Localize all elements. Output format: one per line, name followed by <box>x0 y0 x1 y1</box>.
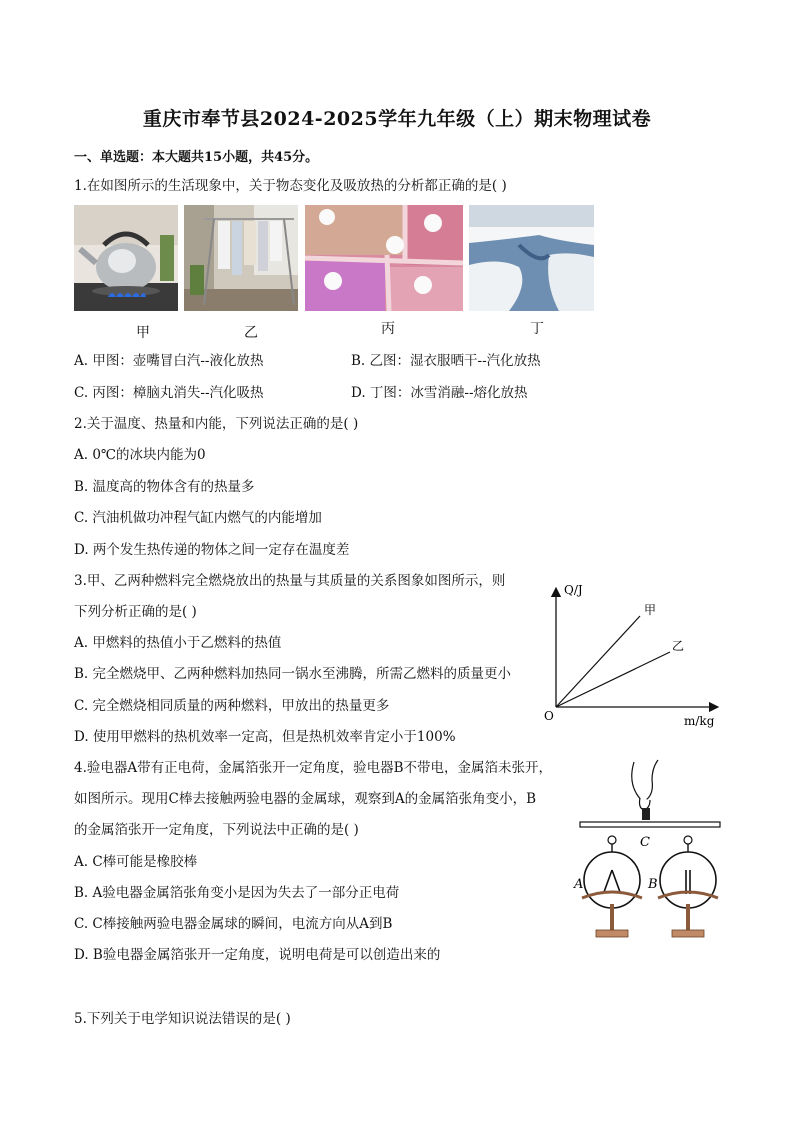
label-b: B <box>648 877 658 892</box>
graph-label-jia: 甲 <box>644 603 657 617</box>
melting-ice-photo <box>469 205 594 311</box>
q2-option-b: B. 温度高的物体含有的热量多 <box>74 479 255 495</box>
q3-option-b: B. 完全燃烧甲、乙两种燃料加热同一锅水至沸腾，所需乙燃料的质量更小 <box>74 666 512 682</box>
q3-stem-line1: 3.甲、乙两种燃料完全燃烧放出的热量与其质量的关系图象如图所示，则 <box>74 573 506 589</box>
q4-option-d: D. B验电器金属箔张开一定角度，说明电荷是可以创造出来的 <box>74 947 441 963</box>
page-title: 重庆市奉节县2024-2025学年九年级（上）期末物理试卷 <box>142 108 652 130</box>
graph-ylabel: Q/J <box>564 583 583 597</box>
q2-option-c: C. 汽油机做功冲程气缸内燃气的内能增加 <box>74 510 322 526</box>
graph-origin: O <box>544 709 554 723</box>
q4-stem-line2: 如图所示。现用C棒去接触两验电器的金属球，观察到A的金属箔张角变小，B <box>74 791 536 807</box>
hand-icon <box>632 760 658 801</box>
clothes-drying-photo <box>184 205 298 311</box>
q4-stem-line3: 的金属箔张开一定角度，下列说法中正确的是( ) <box>74 822 359 838</box>
q3-option-d: D. 使用甲燃料的热机效率一定高，但是热机效率肯定小于100% <box>74 729 456 745</box>
caption-ding: 丁 <box>530 321 544 337</box>
graph-xlabel: m/kg <box>684 714 715 728</box>
q1-option-a: A. 甲图：壶嘴冒白汽--液化放热 <box>74 353 264 369</box>
label-c: C <box>640 835 650 850</box>
mothballs-photo <box>305 205 463 311</box>
label-a: A <box>574 877 584 892</box>
caption-yi: 乙 <box>244 325 258 341</box>
q4-stem-line1: 4.验电器A带有正电荷，金属箔张开一定角度，验电器B不带电，金属箔未张开， <box>74 760 553 776</box>
kettle-photo <box>74 205 178 311</box>
q1-option-c: C. 丙图：樟脑丸消失--汽化吸热 <box>74 385 264 401</box>
q1-option-b: B. 乙图：湿衣服晒干--汽化放热 <box>351 353 541 369</box>
connecting-rod <box>580 822 720 827</box>
q3-option-a: A. 甲燃料的热值小于乙燃料的热值 <box>74 635 282 651</box>
graph-line-jia <box>556 616 640 707</box>
rod-c <box>642 808 650 820</box>
q5-stem: 5.下列关于电学知识说法错误的是( ) <box>74 1011 291 1027</box>
q1-stem: 1.在如图所示的生活现象中，关于物态变化及吸放热的分析都正确的是( ) <box>74 178 507 194</box>
q4-option-c: C. C棒接触两验电器金属球的瞬间，电流方向从A到B <box>74 916 393 932</box>
section-heading: 一、单选题：本大题共15小题，共45分。 <box>74 150 319 165</box>
q2-stem: 2.关于温度、热量和内能，下列说法正确的是( ) <box>74 416 359 432</box>
graph-line-yi <box>556 652 670 707</box>
q3-option-c: C. 完全燃烧相同质量的两种燃料，甲放出的热量更多 <box>74 698 390 714</box>
q4-option-b: B. A验电器金属箔张角变小是因为失去了一部分正电荷 <box>74 885 400 901</box>
q1-option-d: D. 丁图：冰雪消融--熔化放热 <box>351 385 528 401</box>
q2-option-d: D. 两个发生热传递的物体之间一定存在温度差 <box>74 542 350 558</box>
q4-option-a: A. C棒可能是橡胶棒 <box>74 854 198 870</box>
graph-label-yi: 乙 <box>672 639 685 653</box>
electroscope-diagram <box>568 758 728 942</box>
caption-jia: 甲 <box>136 325 150 341</box>
heat-mass-graph <box>536 582 726 732</box>
caption-bing: 丙 <box>381 321 395 337</box>
q2-option-a: A. 0℃的冰块内能为0 <box>74 447 206 463</box>
q3-stem-line2: 下列分析正确的是( ) <box>74 604 197 620</box>
